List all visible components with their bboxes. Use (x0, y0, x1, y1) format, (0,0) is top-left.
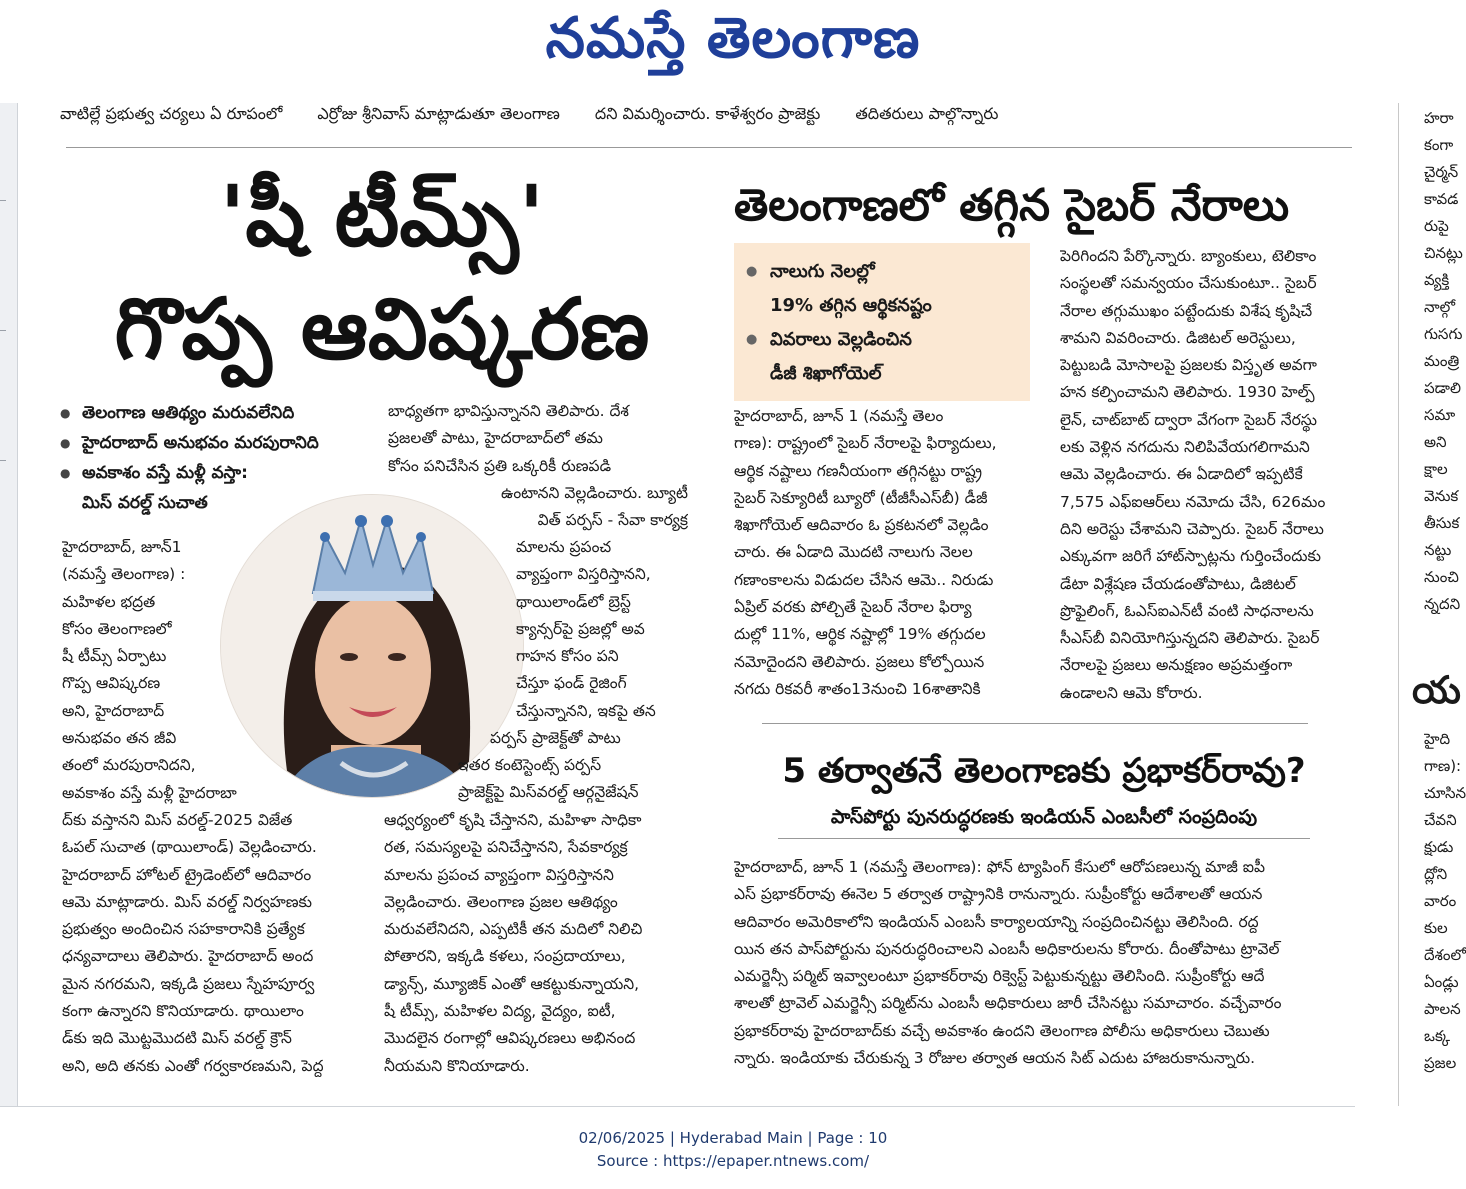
text-line: హైదరాబాద్ హోటల్ ట్రైడెంట్‌లో ఆదివారం (62, 865, 312, 884)
text-line: సంస్థలతో సమన్వయం చేసుకుంటూ.. సైబర్ (1060, 274, 1317, 293)
text-line: తంలో మరపురానిదని, (62, 756, 196, 775)
article1-col2-narrow (516, 534, 688, 725)
text-line: వెల్లడించారు. తెలంగాణ ప్రజల ఆతిథ్యం (384, 892, 618, 911)
text-line: పడాలి (1424, 379, 1461, 397)
text-line: రుపై (1424, 217, 1449, 235)
text-line: రత, సమస్యలపై పనిచేస్తానని, సేవకార్యక్ర (384, 838, 628, 857)
article1-col2-bottom (384, 807, 688, 1080)
article1-col2-wrap (450, 480, 688, 535)
text-line: మాలను ప్రపంచ వ్యాప్తంగా విస్తరిస్తానని (384, 865, 614, 884)
text-line: వెనుక (1424, 487, 1459, 505)
article2-col1 (734, 403, 1034, 703)
text-line: ధన్యవాదాలు తెలిపారు. హైదరాబాద్ అంద (62, 947, 314, 966)
right-column-rule (1398, 103, 1399, 1106)
text-line: ఎమర్జెన్సీ పర్మిట్ ఇవ్వాలంటూ ప్రభాకర్‌రావు రిక్వెస్ట్ పెట్టుకున్నట్టు తెలిసింది. సుప్రీంకోర్టు ఆదే (734, 967, 1265, 986)
text-line: నమోదైందని తెలిపారు. ప్రజలు కోల్పోయిన (734, 652, 985, 671)
continuation-text: ఎర్రోజు శ్రీనివాస్ మాట్లాడుతూ తెలంగాణ (317, 104, 560, 123)
text-line: హైది (1424, 730, 1451, 748)
page-bottom-rule (0, 1106, 1355, 1107)
text-line: ఉంటానని వెల్లడించారు. బ్యూటీ (500, 484, 688, 502)
text-line: పెట్టుబడి మోసాలపై ప్రజలకు విస్తృత అవగా (1060, 356, 1317, 375)
text-line: సైబర్ సెక్యూరిటీ బ్యూరో (టీజీసీఎస్‌బీ) డీజీ (734, 488, 988, 507)
margin-tick (0, 330, 6, 331)
footer-edition-line: 02/06/2025 | Hyderabad Main | Page : 10 (578, 1129, 888, 1147)
text-line: మంత్రి (1424, 352, 1460, 370)
article1-col1-narrow (62, 534, 220, 780)
text-line: నుంచి (1424, 568, 1459, 586)
text-line: క్యాన్సర్‌పై ప్రజల్లో అవ (516, 619, 645, 638)
article1-headline-line2: గొప్ప ఆవిష్కరణ (114, 280, 650, 378)
text-line: హరా (1424, 109, 1454, 127)
text-line: సమా (1424, 406, 1456, 424)
text-line: లైన్, చాట్‌బాట్ ద్వారా వేగంగా సైబర్ నేరస్థు (1060, 410, 1318, 429)
text-line: మొదలైన రంగాల్లో ఆవిష్కరణలు అభినంద (384, 1029, 636, 1048)
text-line: పెరిగిందని పేర్కొన్నారు. బ్యాంకులు, టెలికాం (1060, 247, 1317, 265)
text-line: మరువలేనిదని, ఎప్పటికీ తన మదిలో నిలిచి (384, 920, 643, 939)
text-line: థాయిలాండ్‌లో బ్రెస్ట్ (516, 592, 631, 611)
text-line: ఓపల్ సుచాత (థాయిలాండ్) వెల్లడించారు. (62, 838, 317, 857)
text-line: శాలతో ట్రావెల్ ఎమర్జెన్సీ పర్మిట్‌ను ఎంబసీ అధికారులు జారీ చేసినట్టు సమాచారం. వచ్చేవారం (734, 994, 1282, 1013)
text-line: గాణ): రాష్ట్రంలో సైబర్ నేరాలపై ఫిర్యాదులు, (734, 434, 997, 453)
text-line: గుసగు (1424, 325, 1463, 343)
text-line: నట్టు (1424, 541, 1452, 559)
text-line: న్నదని (1424, 595, 1461, 613)
text-line: ద్లోని (1424, 865, 1448, 883)
text-line: అని (1424, 433, 1447, 451)
text-line: క్షాల (1424, 460, 1448, 478)
margin-tick (0, 200, 6, 201)
bullet-item: ● హైదరాబాద్ అనుభవం మరపురానిది (60, 428, 390, 458)
text-line: ప్రజల (1424, 1054, 1457, 1072)
text-line: ఆదివారం అమెరికాలోని ఇండియన్ ఎంబసీ కార్యాలయాన్ని సంప్రదించినట్టు తెలిసింది. రద్ద (734, 912, 1259, 931)
article1-headline-line1: 'షీ టీమ్స్' (219, 167, 545, 265)
text-line: బాధ్యతగా భావిస్తున్నానని తెలిపారు. దేశ (388, 402, 629, 420)
text-line: అని, హైదరాబాద్ (62, 701, 165, 720)
text-line: లకు వెళ్లిన నగదును నిలిపివేయగలిగామని (1060, 438, 1310, 457)
text-line: డ్‌కు ఇది మొట్టమొదటి మిస్ వరల్డ్ క్రౌన్ (62, 1029, 292, 1048)
text-line: యిన తన పాస్‌పోర్టును పునరుద్ధరించాలని ఎంబసీ అధికారులను కోరారు. దీంతోపాటు ట్రావెల్ (734, 939, 1280, 958)
text-line: నగదు రికవరీ శాతం13నుంచి 16శాతానికి (734, 679, 981, 698)
text-line: అనుభవం తన జీవి (62, 729, 177, 748)
text-line: చేస్తూ ఫండ్ రైజింగ్ (516, 674, 627, 693)
text-line: ద్‌కు వస్తానని మిస్ వరల్డ్-2025 విజేత (62, 811, 293, 829)
article2-col2 (1060, 243, 1358, 707)
text-line: ఆధ్వర్యంలో కృషి చేస్తానని, మహిళా సాధికా (384, 811, 642, 829)
text-line: కంగా (1424, 136, 1454, 154)
text-line: గణాంకాలను విడుదల చేసిన ఆమె.. నిరుడు (734, 570, 994, 589)
text-line: ప్రజలతో పాటు, హైదరాబాద్‌లో తమ (388, 429, 603, 448)
text-line: గొప్ప ఆవిష్కరణ (62, 674, 161, 693)
article1-col1-full (62, 807, 362, 1080)
adjacent-article-headline: య (1412, 668, 1461, 712)
text-line: గాహన కోసం పని (516, 647, 619, 666)
text-line: మహిళల భద్రత (62, 592, 156, 611)
article1-col2-top-full (388, 398, 688, 480)
text-line: మాలను ప్రపంచ (516, 538, 612, 556)
text-line: నేరాలపై ప్రజలు అనుక్షణం అప్రమత్తంగా (1060, 656, 1293, 675)
text-line: ఆమె వెల్లడించారు. ఈ ఏడాదిలో ఇప్పటికే (1060, 465, 1303, 484)
article3-subheadline: పాస్‌పోర్టు పునరుద్ధరణకు ఇండియన్ ఎంబసీలో సంప్రదింపు (830, 806, 1258, 828)
text-line: ఏండ్లు (1424, 973, 1459, 991)
text-line: మైన నగరమని, ఇక్కడి ప్రజలు స్నేహపూర్వ (62, 974, 315, 993)
article1-col2-narrow3 (458, 752, 688, 807)
text-line: దుల్లో 11%, ఆర్థిక నష్టాల్లో 19% తగ్గుదల (734, 625, 986, 644)
article3-body (734, 854, 1358, 1072)
text-line: చేవని (1424, 811, 1457, 829)
text-line: కంగా ఉన్నారని కొనియాడారు. థాయిలాం (62, 1002, 304, 1021)
highlight-item: ● వివరాలు వెల్లడించిన (734, 323, 1030, 357)
text-line: ఎస్ ప్రభాకర్‌రావు ఈనెల 5 తర్వాత రాష్ట్రానికి రానున్నారు. సుప్రీంకోర్టు ఆదేశాలతో ఆయన (734, 885, 1263, 904)
text-line: శామని వివరించారు. డిజిటల్ అరెస్టులు, (1060, 328, 1296, 347)
text-line: గాణ): (1424, 757, 1462, 775)
text-line: అవకాశం వస్తే మళ్లీ హైదరాబా (62, 784, 237, 802)
text-line: సీఎస్‌బీ వినియోగిస్తున్నదని తెలిపారు. సైబర్ (1060, 629, 1320, 648)
text-line: డేటా విశ్లేషణ చేయడంతోపాటు, డిజిటల్ (1060, 574, 1296, 593)
text-line: కోసం పనిచేసిన ప్రతి ఒక్కరికీ రుణపడి (388, 456, 612, 475)
text-line: క్షుడు (1424, 838, 1454, 856)
continuation-text: దని విమర్శించారు. కాళేశ్వరం ప్రాజెక్టు (594, 104, 821, 123)
text-line: (నమస్తే తెలంగాణ) : (62, 565, 186, 584)
highlight-item-cont: 19% తగ్గిన ఆర్థికనష్టం (770, 295, 932, 316)
text-line: నాల్గో (1424, 298, 1456, 316)
article3-headline: 5 తర్వాతనే తెలంగాణకు ప్రభాకర్‌రావు? (782, 751, 1306, 791)
text-line: షీ టీమ్స్ ఏర్పాటు (62, 647, 167, 666)
text-line: హైదరాబాద్, జూన్ 1 (నమస్తే తెలంగాణ): ఫోన్ ట్యాపింగ్ కేసులో ఆరోపణలున్న మాజీ ఐపీ (734, 858, 1266, 876)
text-line: 7,575 ఎఫ్ఐఆర్‌లు నమోదు చేసి, 626మం (1060, 492, 1326, 511)
continuation-strip (60, 104, 1390, 127)
text-line: పోతారని, ఇక్కడి కళలు, సంప్రదాయాలు, (384, 947, 626, 966)
text-line: ఎక్కువగా జరిగే హాట్‌స్పాట్లను గుర్తించేందుకు (1060, 547, 1321, 566)
text-line: ప్రొఫైలింగ్, ఓఎస్ఐఎన్‌టీ వంటి సాధనాలను (1060, 601, 1314, 620)
text-line: ప్రాజెక్ట్‌పై మిస్‌వరల్డ్ ఆర్గనైజేషన్ (458, 783, 639, 802)
text-line: ఆర్థిక నష్టాలు గణనీయంగా తగ్గినట్టు రాష్ట్ర (734, 461, 983, 480)
text-line: పాలన (1424, 1000, 1461, 1018)
continuation-text: తదితరులు పాల్గొన్నారు (855, 104, 999, 123)
article2-highlight-box (734, 243, 1030, 401)
text-line: చినట్లు (1424, 244, 1463, 262)
continuation-text: వాటిల్లే ప్రభుత్వ చర్యలు ఏ రూపంలో (60, 104, 283, 123)
text-line: పర్పస్ ప్రాజెక్ట్‌తో పాటు (490, 729, 621, 747)
bullet-item: ● తెలంగాణ ఆతిథ్యం మరువలేనిది (60, 398, 390, 428)
text-line: వారం (1424, 892, 1457, 910)
text-line: కావడ (1424, 190, 1459, 208)
adjacent-article-strip (1424, 105, 1466, 618)
divider (762, 723, 1308, 724)
divider (66, 147, 1352, 148)
text-line: చైర్మన్ (1424, 163, 1459, 181)
text-line: హైదరాబాద్, జూన్ 1 (నమస్తే తెలం (734, 407, 944, 425)
text-line: డ్యాన్స్, మ్యూజిక్ ఎంతో ఆకట్టుకున్నాయని, (384, 974, 640, 993)
bullet-item-continued: మిస్ వరల్డ్ సుచాత (82, 493, 208, 513)
text-line: దేశంలో (1424, 946, 1466, 964)
text-line: నీయమని కొనియాడారు. (384, 1056, 530, 1075)
text-line: ఒక్క (1424, 1027, 1451, 1045)
text-line: కోసం తెలంగాణలో (62, 619, 172, 638)
text-line: వ్యాప్తంగా విస్తరిస్తానని, (516, 565, 651, 584)
divider (778, 838, 1310, 839)
highlight-item-cont: డీజీ శిఖాగోయెల్ (770, 363, 882, 384)
margin-tick (0, 460, 6, 461)
text-line: చూసిన (1424, 784, 1466, 802)
highlight-item: ● నాలుగు నెలల్లో (734, 255, 1030, 289)
adjacent-article-strip-bottom (1424, 726, 1466, 1077)
text-line: నేరాల తగ్గుముఖం పట్టేందుకు విశేష కృషిచే (1060, 301, 1313, 320)
masthead-title: నమస్తే తెలంగాణ (545, 6, 921, 71)
article2-headline: తెలంగాణలో తగ్గిన సైబర్ నేరాలు (734, 180, 1290, 231)
left-margin-strip (0, 103, 18, 1106)
text-line: చేస్తున్నానని, ఇకపై తన (516, 701, 656, 720)
text-line: తీసుక (1424, 514, 1460, 532)
text-line: అని, అది తనకు ఎంతో గర్వకారణమని, పెద్ద (62, 1056, 324, 1075)
text-line: ఆమె మాట్లాడారు. మిస్ వరల్డ్ నిర్వహణకు (62, 892, 313, 911)
text-line: శిఖాగోయెల్ ఆదివారం ఓ ప్రకటనలో వెల్లడిం (734, 516, 989, 535)
text-line: హైదరాబాద్, జూన్1 (62, 538, 182, 556)
text-line: కుల (1424, 919, 1448, 937)
text-line: దిని అరెస్టు చేశామని చెప్పారు. సైబర్ నేరాలు (1060, 519, 1324, 538)
footer-source-line: Source : https://epaper.ntnews.com/ (596, 1152, 870, 1170)
text-line: ఏప్రిల్ వరకు పోల్చితే సైబర్ నేరాల ఫిర్యా (734, 598, 972, 617)
text-line: ఇతర కంటెస్టెంట్స్ పర్పస్ (458, 756, 602, 774)
text-line: ప్రభుత్వం అందించిన సహకారానికి ప్రత్యేక (62, 920, 305, 939)
text-line: చారు. ఈ ఏడాది మొదటి నాలుగు నెలల (734, 543, 973, 562)
text-line: ఉండాలని ఆమె కోరారు. (1060, 683, 1203, 702)
bullet-item: ● అవకాశం వస్తే మళ్లీ వస్తా: (60, 458, 390, 488)
text-line: షీ టీమ్స్, మహిళల విద్య, వైద్యం, ఐటీ, (384, 1002, 616, 1021)
text-line: వ్యక్తి (1424, 271, 1450, 289)
text-line: విత్ పర్పస్ - సేవా కార్యక్ర (537, 511, 688, 530)
text-line: హన కల్పించామని తెలిపారు. 1930 హెల్ప్ (1060, 383, 1315, 402)
text-line: ప్రభాకర్‌రావు హైదరాబాద్‌కు వచ్చే అవకాశం ఉందని తెలంగాణ పోలీసు అధికారులు చెబుతు (734, 1021, 1270, 1040)
article1-col2-narrow2 (490, 725, 688, 752)
text-line: న్నారు. ఇండియాకు చేరుకున్న 3 రోజుల తర్వాత ఆయన సిట్ ఎదుట హాజరుకానున్నారు. (734, 1049, 1256, 1068)
